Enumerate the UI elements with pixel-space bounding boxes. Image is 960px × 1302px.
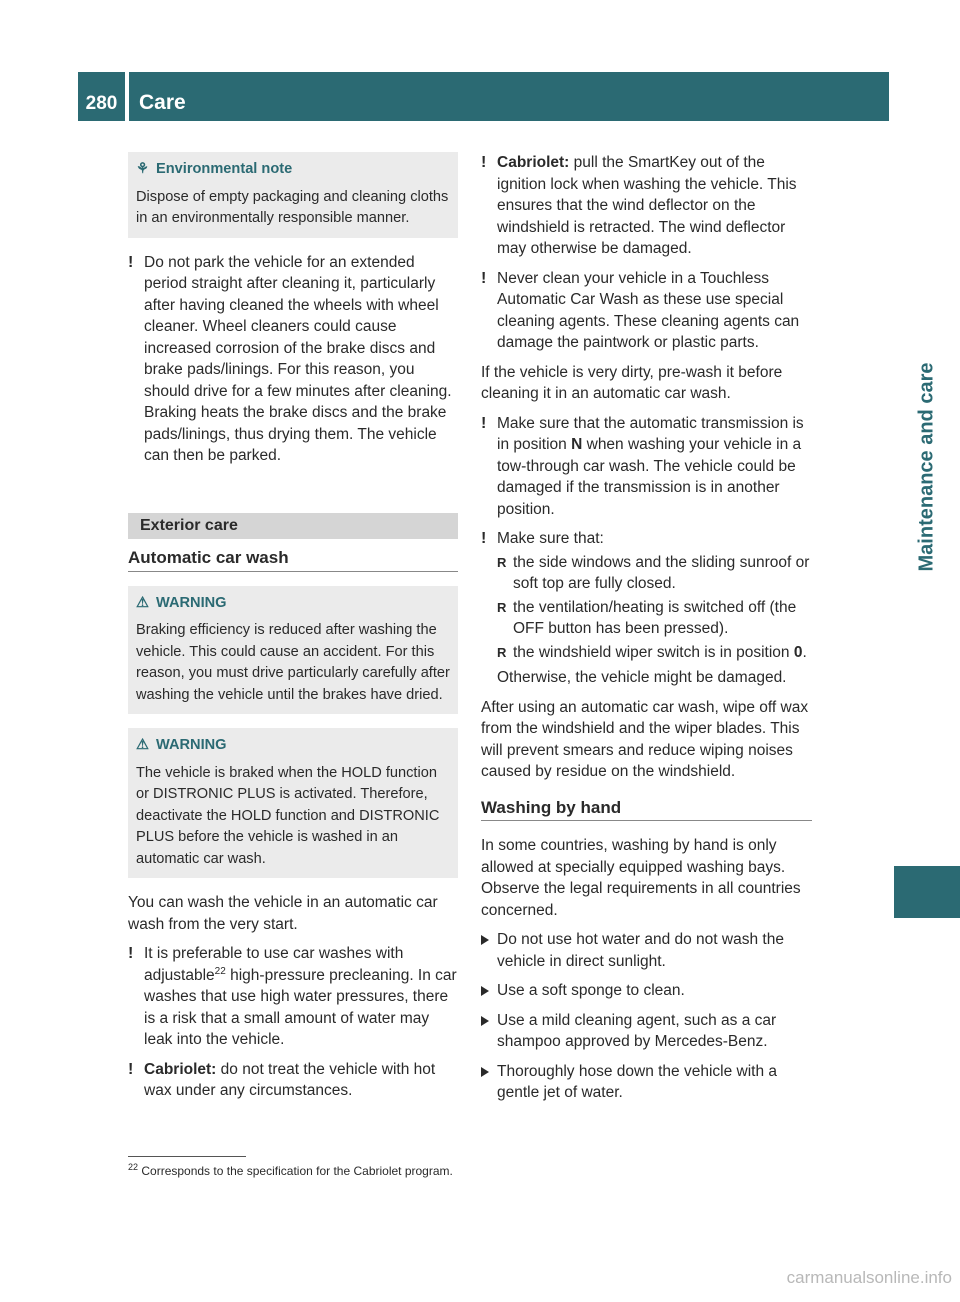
- list-item: R the side windows and the sliding sunroof or soft top are fully closed.: [481, 552, 812, 595]
- para-after: After using an automatic car wash, wipe off wax from the windshield and the wiper blades. This will prevent smears and reduce wiping noises caused by residue on the windshield.: [481, 698, 809, 780]
- section-heading: Exterior care: [128, 513, 458, 540]
- note-smartkey: ! Cabriolet: pull the SmartKey out of the ignition lock when washing the vehicle. This ensures that the wind deflector on the windshield is retracted. The wind deflector may otherwise be damaged.: [481, 152, 812, 260]
- warning-text: The vehicle is braked when the HOLD function or DISTRONIC PLUS is activated. Therefore, deactivate the HOLD function and DISTRONIC PLUS before the vehicle is washed in an automatic car wash.: [136, 764, 440, 867]
- chapter-side-tab: [894, 72, 960, 862]
- note-park: ! Do not park the vehicle for an extended period straight after cleaning it, particularly after having cleaned the wheels with wheel cleaner. Wheel cleaners could cause increased corrosion of the brake discs and brake pads/linings. For this reason, you should drive for a few minutes after cleaning. Braking heats the brake discs and the brake pads/linings, thus drying them. The vehicle can then be parked.: [128, 252, 458, 467]
- warning-text: Braking efficiency is reduced after washing the vehicle. This could cause an accident. For this reason, you must drive particularly carefully after washing the vehicle until the brakes have dried.: [136, 622, 450, 703]
- leaf-icon: ⚘: [136, 161, 150, 177]
- left-column: [128, 152, 458, 1110]
- environmental-note-box: [128, 152, 458, 238]
- step-item: Use a mild cleaning agent, such as a car shampoo approved by Mercedes-Benz.: [481, 1010, 812, 1053]
- page-number: 280: [78, 72, 125, 121]
- note-cabriolet-wax: ! Cabriolet: do not treat the vehicle with hot wax under any circumstances.: [128, 1059, 458, 1102]
- warning-title: WARNING: [156, 737, 227, 753]
- env-note-text: Dispose of empty packaging and cleaning cloths in an environmentally responsible manner.: [136, 188, 449, 226]
- page-title: Care: [129, 72, 889, 121]
- chapter-marker: [894, 866, 960, 918]
- note-transmission: ! Make sure that the automatic transmission is in position N when washing your vehicle in a tow-through car wash. The vehicle could be damaged if the transmission is in another position.: [481, 413, 812, 521]
- note-touchless: ! Never clean your vehicle in a Touchless Automatic Car Wash as these use special cleaning agents. These cleaning agents can damage the paintwork or plastic parts.: [481, 268, 812, 354]
- warning-box-braking: [128, 586, 458, 715]
- warning-icon: ⚠: [136, 594, 150, 611]
- warning-title: WARNING: [156, 594, 227, 611]
- note-make-sure: ! Make sure that:: [481, 528, 812, 550]
- step-item: Thoroughly hose down the vehicle with a gentle jet of water.: [481, 1061, 812, 1104]
- para-wash: You can wash the vehicle in an automatic car wash from the very start.: [128, 894, 438, 933]
- subsection-heading-automatic: Automatic car wash: [128, 547, 458, 572]
- warning-icon: ⚠: [136, 737, 150, 753]
- step-item: Use a soft sponge to clean.: [481, 980, 812, 1002]
- chapter-label: Maintenance and care: [915, 362, 938, 572]
- right-column: [481, 152, 812, 1112]
- note-adjustable: ! It is preferable to use car washes with adjustable$^{22}$ high-pressure precleaning. In car washes that use high water pressures, there is a risk that a small amount of water may leak into the vehicle.: [128, 943, 458, 1051]
- para-otherwise: Otherwise, the vehicle might be damaged.: [497, 669, 787, 686]
- footnote: $^{22}$ Corresponds to the specification for the Cabriolet program.: [128, 1162, 453, 1178]
- watermark: carmanualsonline.info: [786, 1268, 952, 1287]
- footnote-rule: [128, 1156, 246, 1157]
- para-hand: In some countries, washing by hand is only allowed at specially equipped washing bays. Observe the legal requirements in all countries concerned.: [481, 837, 801, 919]
- warning-box-hold: [128, 728, 458, 878]
- para-dirty: If the vehicle is very dirty, pre-wash it before cleaning it in an automatic car wash.: [481, 363, 783, 402]
- footnote-ref: 22: [214, 965, 226, 977]
- env-note-title: Environmental note: [156, 161, 293, 177]
- subsection-heading-hand: Washing by hand: [481, 797, 812, 822]
- step-item: Do not use hot water and do not wash the vehicle in direct sunlight.: [481, 929, 812, 972]
- list-item: R the windshield wiper switch is in position 0.: [481, 642, 812, 664]
- list-item: R the ventilation/heating is switched off (the OFF button has been pressed).: [481, 597, 812, 640]
